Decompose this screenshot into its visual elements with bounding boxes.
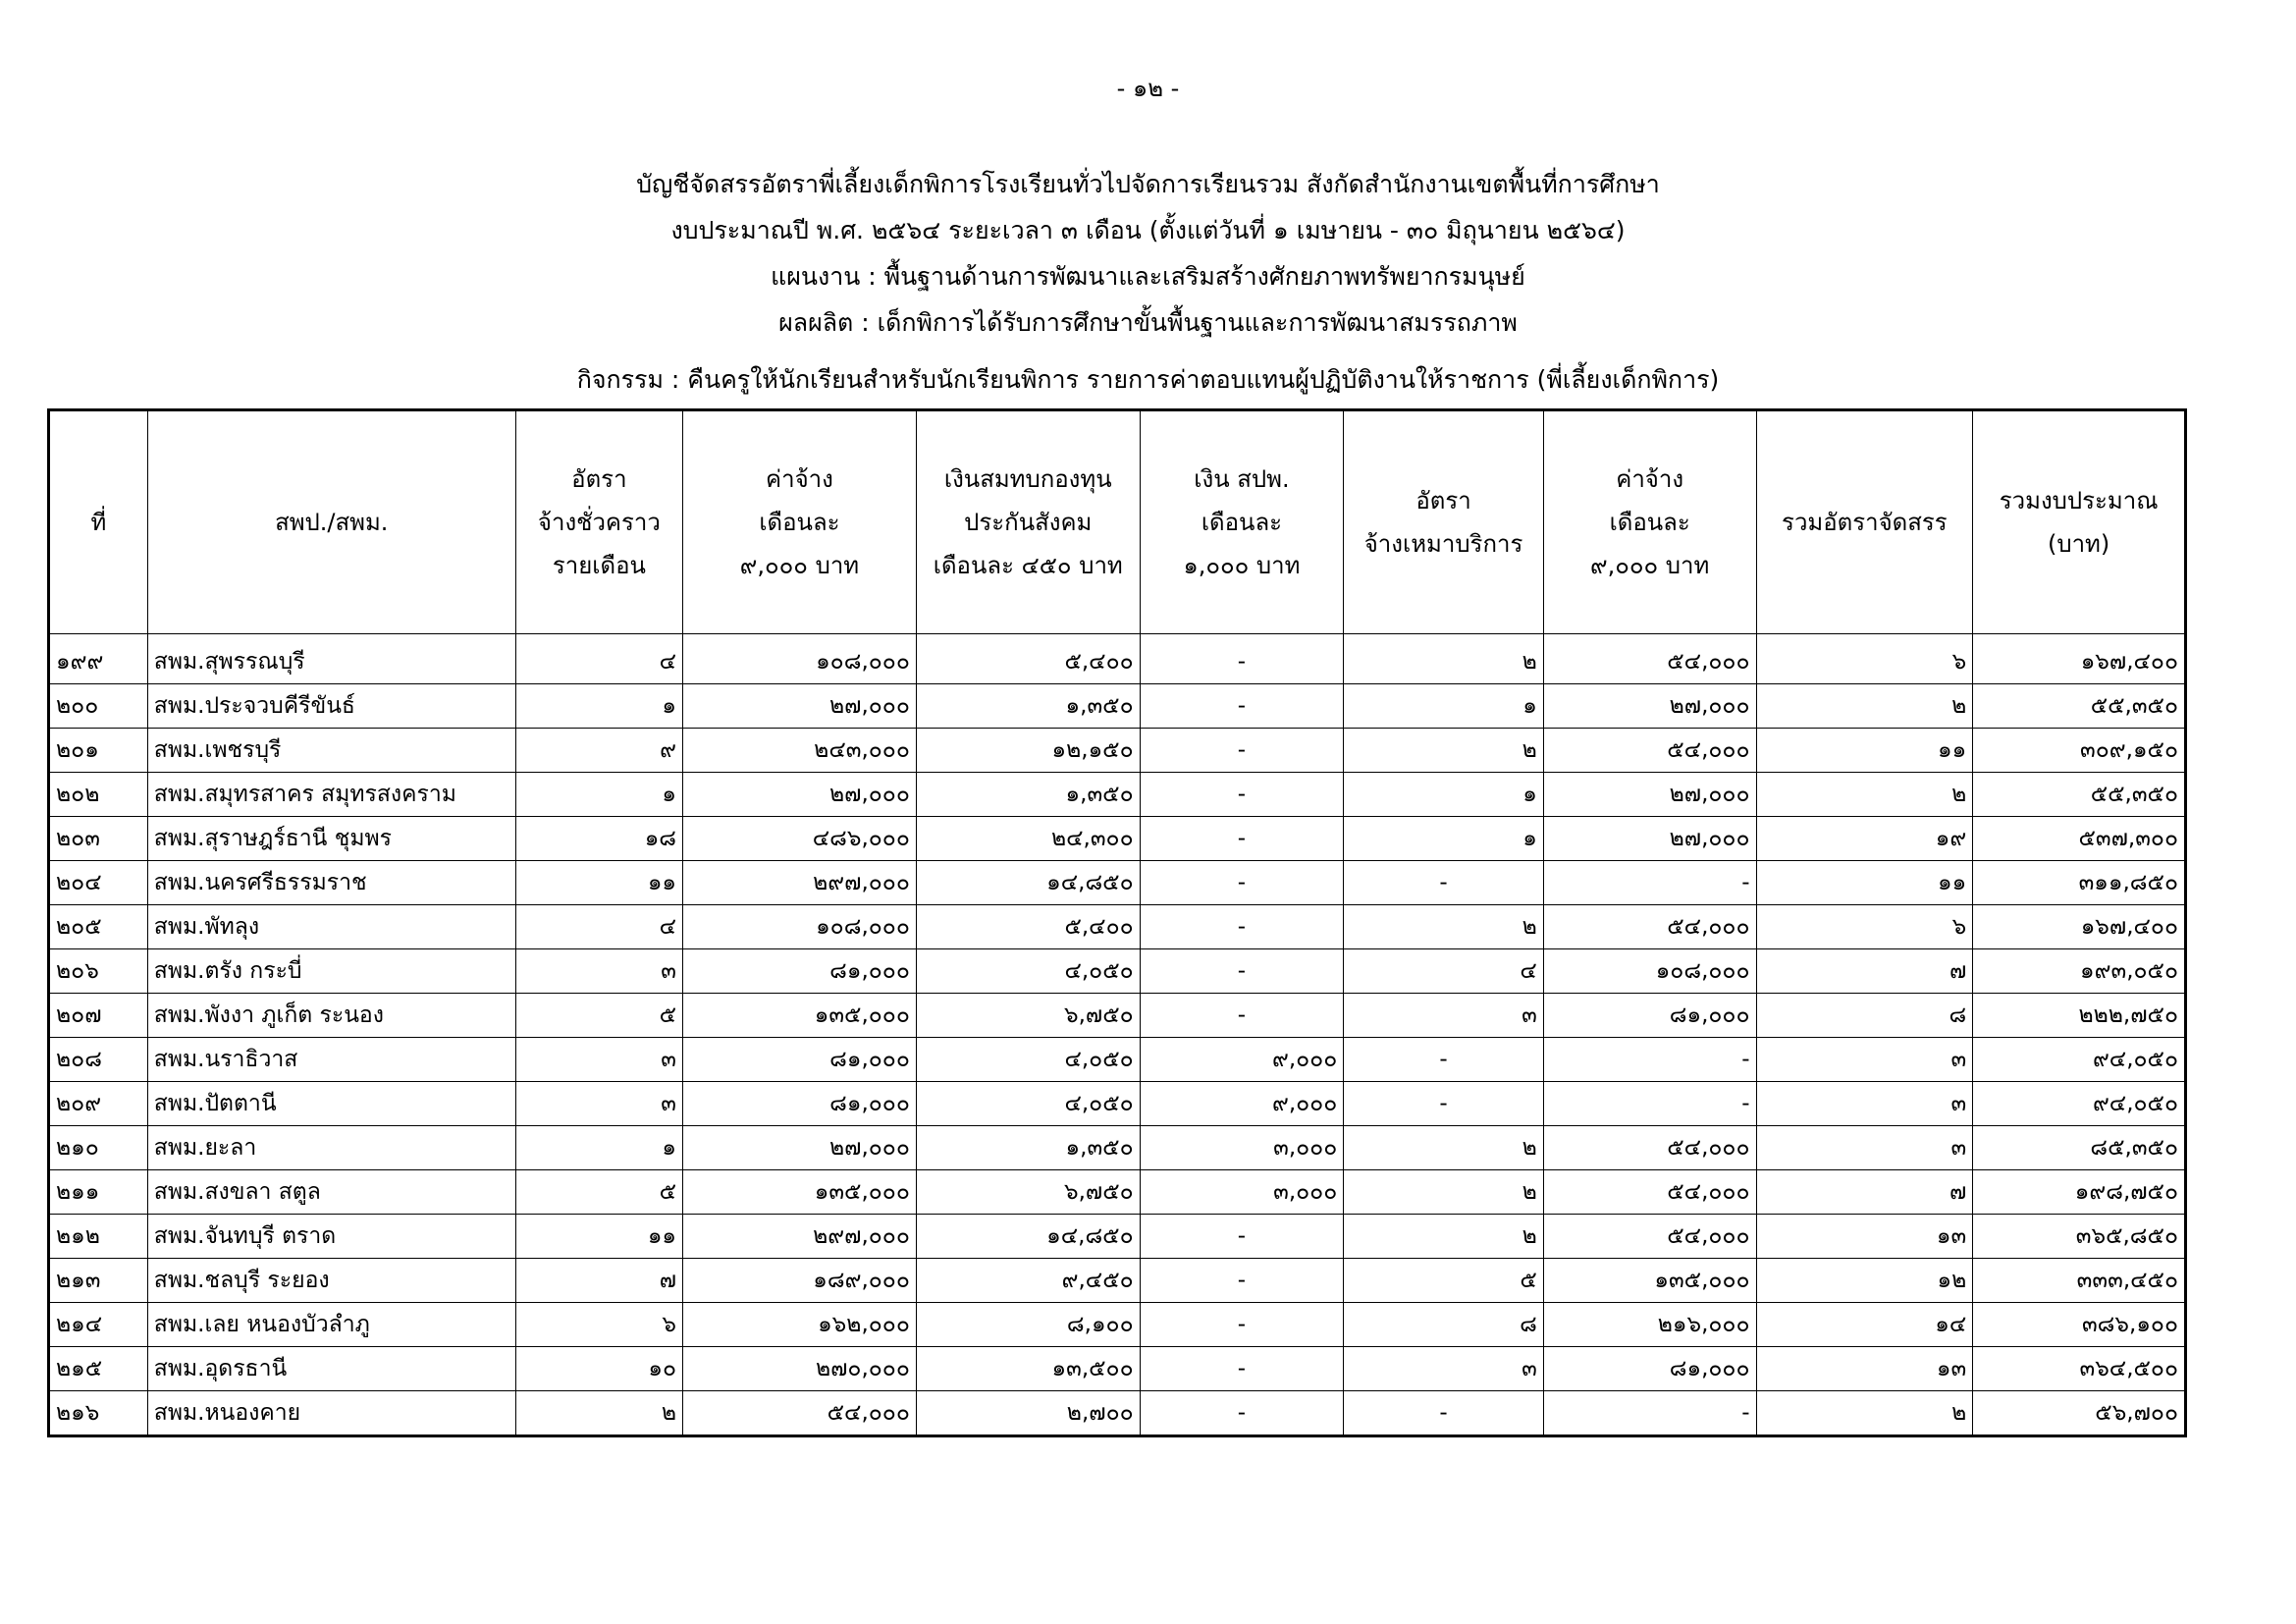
table-row — [49, 634, 2186, 684]
cell-temp-wage: ๑๓๕,๐๐๐ — [683, 1170, 917, 1215]
table-row — [49, 949, 2186, 994]
cell-spp-fund: - — [1140, 949, 1344, 994]
document-title: บัญชีจัดสรรอัตราพี่เลี้ยงเด็กพิการโรงเรียนทั่วไปจัดการเรียนรวม สังกัดสำนักงานเขตพื้นที่การศึกษา — [636, 170, 1660, 198]
cell-social-security: ๘,๑๐๐ — [916, 1303, 1140, 1347]
cell-contract-rate: ๑ — [1344, 773, 1544, 817]
cell-temp-rate: ๕ — [515, 1170, 682, 1215]
table-row — [49, 1126, 2186, 1170]
cell-temp-rate: ๑๘ — [515, 817, 682, 861]
cell-total-budget: ๓๐๙,๑๕๐ — [1973, 729, 2186, 773]
cell-no: ๒๑๑ — [49, 1170, 148, 1215]
cell-social-security: ๑๓,๕๐๐ — [916, 1347, 1140, 1391]
cell-total-budget: ๓๖๔,๕๐๐ — [1973, 1347, 2186, 1391]
cell-spp-fund: - — [1140, 994, 1344, 1038]
cell-social-security: ๒,๗๐๐ — [916, 1391, 1140, 1436]
col-header-spp-fund: เงิน สปพ. เดือนละ ๑,๐๐๐ บาท — [1140, 410, 1344, 634]
cell-contract-rate: - — [1344, 1391, 1544, 1436]
table-row — [49, 1391, 2186, 1436]
cell-contract-rate: ๒ — [1344, 1126, 1544, 1170]
cell-temp-rate: ๗ — [515, 1259, 682, 1303]
cell-total-budget: ๓๘๖,๑๐๐ — [1973, 1303, 2186, 1347]
cell-contract-rate: - — [1344, 861, 1544, 905]
plan-line: แผนงาน : พื้นฐานด้านการพัฒนาและเสริมสร้างศักยภาพทรัพยากรมนุษย์ — [771, 262, 1525, 291]
cell-total-budget: ๘๕,๓๕๐ — [1973, 1126, 2186, 1170]
cell-social-security: ๑,๓๕๐ — [916, 773, 1140, 817]
cell-no: ๒๐๑ — [49, 729, 148, 773]
col-header-temp-wage: ค่าจ้าง เดือนละ ๙,๐๐๐ บาท — [683, 410, 917, 634]
cell-no: ๒๑๖ — [49, 1391, 148, 1436]
cell-contract-wage: ๒๑๖,๐๐๐ — [1543, 1303, 1756, 1347]
cell-no: ๒๑๓ — [49, 1259, 148, 1303]
cell-office: สพม.จันทบุรี ตราด — [147, 1215, 515, 1259]
table-row — [49, 1082, 2186, 1126]
cell-total-rate: ๑๑ — [1756, 861, 1973, 905]
output-line: ผลผลิต : เด็กพิการได้รับการศึกษาขั้นพื้นฐานและการพัฒนาสมรรถภาพ — [778, 308, 1518, 337]
cell-office: สพม.หนองคาย — [147, 1391, 515, 1436]
col-header-office: สพป./สพม. — [147, 410, 515, 634]
cell-office: สพม.พังงา ภูเก็ต ระนอง — [147, 994, 515, 1038]
cell-social-security: ๖,๗๕๐ — [916, 994, 1140, 1038]
cell-total-rate: ๓ — [1756, 1038, 1973, 1082]
cell-temp-wage: ๒๗๐,๐๐๐ — [683, 1347, 917, 1391]
cell-total-rate: ๖ — [1756, 905, 1973, 949]
cell-no: ๒๐๓ — [49, 817, 148, 861]
cell-contract-wage: ๑๐๘,๐๐๐ — [1543, 949, 1756, 994]
col-header-social-security: เงินสมทบกองทุน ประกันสังคม เดือนละ ๔๕๐ บาท — [916, 410, 1140, 634]
cell-temp-wage: ๔๘๖,๐๐๐ — [683, 817, 917, 861]
cell-no: ๒๑๕ — [49, 1347, 148, 1391]
cell-office: สพม.ตรัง กระบี่ — [147, 949, 515, 994]
cell-spp-fund: - — [1140, 684, 1344, 729]
table-row — [49, 1170, 2186, 1215]
cell-temp-wage: ๒๗,๐๐๐ — [683, 684, 917, 729]
cell-office: สพม.ปัตตานี — [147, 1082, 515, 1126]
cell-temp-wage: ๒๗,๐๐๐ — [683, 773, 917, 817]
cell-total-rate: ๒ — [1756, 1391, 1973, 1436]
table-row — [49, 729, 2186, 773]
cell-social-security: ๑๔,๘๕๐ — [916, 1215, 1140, 1259]
table-row — [49, 1347, 2186, 1391]
cell-office: สพม.ยะลา — [147, 1126, 515, 1170]
cell-spp-fund: - — [1140, 1391, 1344, 1436]
cell-total-rate: ๗ — [1756, 1170, 1973, 1215]
table-row — [49, 861, 2186, 905]
cell-temp-wage: ๕๔,๐๐๐ — [683, 1391, 917, 1436]
cell-contract-rate: ๑ — [1344, 684, 1544, 729]
cell-contract-rate: ๓ — [1344, 1347, 1544, 1391]
cell-contract-wage: ๘๑,๐๐๐ — [1543, 994, 1756, 1038]
cell-contract-wage: ๘๑,๐๐๐ — [1543, 1347, 1756, 1391]
cell-social-security: ๑,๓๕๐ — [916, 684, 1140, 729]
cell-temp-wage: ๘๑,๐๐๐ — [683, 1082, 917, 1126]
cell-temp-wage: ๒๙๗,๐๐๐ — [683, 1215, 917, 1259]
cell-office: สพม.อุดรธานี — [147, 1347, 515, 1391]
cell-no: ๒๐๐ — [49, 684, 148, 729]
cell-temp-rate: ๕ — [515, 994, 682, 1038]
cell-contract-wage: - — [1543, 861, 1756, 905]
cell-contract-wage: ๕๔,๐๐๐ — [1543, 1126, 1756, 1170]
cell-total-budget: ๕๕,๓๕๐ — [1973, 773, 2186, 817]
cell-social-security: ๑๒,๑๕๐ — [916, 729, 1140, 773]
cell-contract-wage: ๕๔,๐๐๐ — [1543, 729, 1756, 773]
cell-contract-rate: ๑ — [1344, 817, 1544, 861]
budget-period: งบประมาณปี พ.ศ. ๒๕๖๔ ระยะเวลา ๓ เดือน (ตั้งแต่วันที่ ๑ เมษายน - ๓๐ มิถุนายน ๒๕๖๔) — [670, 216, 1626, 244]
cell-temp-rate: ๔ — [515, 634, 682, 684]
cell-total-rate: ๑๒ — [1756, 1259, 1973, 1303]
cell-spp-fund: ๓,๐๐๐ — [1140, 1170, 1344, 1215]
cell-total-budget: ๕๓๗,๓๐๐ — [1973, 817, 2186, 861]
cell-total-rate: ๒ — [1756, 684, 1973, 729]
cell-temp-wage: ๒๙๗,๐๐๐ — [683, 861, 917, 905]
cell-contract-rate: ๘ — [1344, 1303, 1544, 1347]
cell-temp-rate: ๓ — [515, 949, 682, 994]
cell-no: ๒๐๗ — [49, 994, 148, 1038]
cell-social-security: ๔,๐๕๐ — [916, 1038, 1140, 1082]
cell-total-rate: ๑๓ — [1756, 1347, 1973, 1391]
cell-temp-wage: ๑๐๘,๐๐๐ — [683, 634, 917, 684]
cell-office: สพม.สุพรรณบุรี — [147, 634, 515, 684]
cell-total-budget: ๒๒๒,๗๕๐ — [1973, 994, 2186, 1038]
cell-temp-rate: ๙ — [515, 729, 682, 773]
cell-social-security: ๑,๓๕๐ — [916, 1126, 1140, 1170]
cell-spp-fund: - — [1140, 1303, 1344, 1347]
cell-no: ๒๑๔ — [49, 1303, 148, 1347]
table-row — [49, 905, 2186, 949]
cell-spp-fund: - — [1140, 729, 1344, 773]
cell-total-rate: ๖ — [1756, 634, 1973, 684]
activity-line: กิจกรรม : คืนครูให้นักเรียนสำหรับนักเรียนพิการ รายการค่าตอบแทนผู้ปฏิบัติงานให้ราชการ (พี่เลี้ยงเด็กพิการ) — [576, 365, 1720, 394]
cell-contract-rate: ๔ — [1344, 949, 1544, 994]
cell-contract-rate: ๒ — [1344, 1170, 1544, 1215]
cell-total-rate: ๓ — [1756, 1126, 1973, 1170]
cell-contract-rate: ๕ — [1344, 1259, 1544, 1303]
cell-temp-rate: ๑ — [515, 1126, 682, 1170]
cell-contract-wage: - — [1543, 1391, 1756, 1436]
cell-contract-rate: ๒ — [1344, 905, 1544, 949]
cell-temp-rate: ๓ — [515, 1082, 682, 1126]
cell-temp-wage: ๑๘๙,๐๐๐ — [683, 1259, 917, 1303]
cell-total-rate: ๗ — [1756, 949, 1973, 994]
cell-office: สพม.สมุทรสาคร สมุทรสงคราม — [147, 773, 515, 817]
cell-contract-rate: ๒ — [1344, 634, 1544, 684]
cell-contract-wage: ๕๔,๐๐๐ — [1543, 1215, 1756, 1259]
cell-office: สพม.สุราษฎร์ธานี ชุมพร — [147, 817, 515, 861]
cell-spp-fund: - — [1140, 1215, 1344, 1259]
cell-social-security: ๔,๐๕๐ — [916, 949, 1140, 994]
cell-social-security: ๖,๗๕๐ — [916, 1170, 1140, 1215]
cell-contract-wage: ๕๔,๐๐๐ — [1543, 634, 1756, 684]
cell-contract-wage: ๒๗,๐๐๐ — [1543, 773, 1756, 817]
table-row — [49, 1038, 2186, 1082]
cell-contract-wage: - — [1543, 1038, 1756, 1082]
cell-contract-wage: ๑๓๕,๐๐๐ — [1543, 1259, 1756, 1303]
cell-total-budget: ๕๖,๗๐๐ — [1973, 1391, 2186, 1436]
col-header-total-budget: รวมงบประมาณ (บาท) — [1973, 410, 2186, 634]
cell-total-rate: ๒ — [1756, 773, 1973, 817]
cell-spp-fund: - — [1140, 1347, 1344, 1391]
cell-no: ๒๐๘ — [49, 1038, 148, 1082]
cell-office: สพม.นราธิวาส — [147, 1038, 515, 1082]
cell-total-rate: ๓ — [1756, 1082, 1973, 1126]
cell-no: ๒๐๔ — [49, 861, 148, 905]
col-header-no: ที่ — [49, 410, 148, 634]
table-row — [49, 684, 2186, 729]
cell-total-budget: ๑๖๗,๔๐๐ — [1973, 634, 2186, 684]
cell-contract-rate: ๒ — [1344, 1215, 1544, 1259]
col-header-contract-wage: ค่าจ้าง เดือนละ ๙,๐๐๐ บาท — [1543, 410, 1756, 634]
cell-total-rate: ๑๙ — [1756, 817, 1973, 861]
cell-total-budget: ๕๕,๓๕๐ — [1973, 684, 2186, 729]
allocation-table — [47, 408, 2187, 1437]
cell-temp-rate: ๓ — [515, 1038, 682, 1082]
cell-social-security: ๕,๔๐๐ — [916, 905, 1140, 949]
cell-spp-fund: - — [1140, 1259, 1344, 1303]
cell-temp-rate: ๑ — [515, 684, 682, 729]
table-row — [49, 1303, 2186, 1347]
cell-spp-fund: ๙,๐๐๐ — [1140, 1082, 1344, 1126]
cell-social-security: ๑๔,๘๕๐ — [916, 861, 1140, 905]
col-header-total-rate: รวมอัตราจัดสรร — [1756, 410, 1973, 634]
cell-spp-fund: - — [1140, 861, 1344, 905]
cell-office: สพม.พัทลุง — [147, 905, 515, 949]
cell-total-rate: ๘ — [1756, 994, 1973, 1038]
cell-temp-wage: ๑๐๘,๐๐๐ — [683, 905, 917, 949]
cell-temp-wage: ๘๑,๐๐๐ — [683, 949, 917, 994]
cell-no: ๒๑๐ — [49, 1126, 148, 1170]
cell-temp-rate: ๑๑ — [515, 1215, 682, 1259]
cell-contract-rate: ๓ — [1344, 994, 1544, 1038]
table-row — [49, 1259, 2186, 1303]
cell-spp-fund: - — [1140, 634, 1344, 684]
cell-contract-rate: ๒ — [1344, 729, 1544, 773]
cell-contract-rate: - — [1344, 1038, 1544, 1082]
cell-contract-wage: ๕๔,๐๐๐ — [1543, 905, 1756, 949]
cell-office: สพม.เลย หนองบัวลำภู — [147, 1303, 515, 1347]
cell-total-rate: ๑๑ — [1756, 729, 1973, 773]
col-header-contract-rate: อัตรา จ้างเหมาบริการ — [1344, 410, 1544, 634]
cell-social-security: ๙,๔๕๐ — [916, 1259, 1140, 1303]
cell-contract-wage: ๒๗,๐๐๐ — [1543, 684, 1756, 729]
cell-total-budget: ๙๔,๐๕๐ — [1973, 1082, 2186, 1126]
table-header-row — [49, 410, 2186, 634]
cell-no: ๒๐๕ — [49, 905, 148, 949]
cell-temp-wage: ๘๑,๐๐๐ — [683, 1038, 917, 1082]
cell-spp-fund: ๙,๐๐๐ — [1140, 1038, 1344, 1082]
table-row — [49, 773, 2186, 817]
cell-temp-wage: ๒๔๓,๐๐๐ — [683, 729, 917, 773]
cell-contract-wage: ๒๗,๐๐๐ — [1543, 817, 1756, 861]
cell-temp-rate: ๖ — [515, 1303, 682, 1347]
cell-office: สพม.ชลบุรี ระยอง — [147, 1259, 515, 1303]
cell-temp-rate: ๔ — [515, 905, 682, 949]
cell-no: ๒๐๒ — [49, 773, 148, 817]
cell-office: สพม.นครศรีธรรมราช — [147, 861, 515, 905]
cell-temp-rate: ๑๑ — [515, 861, 682, 905]
cell-spp-fund: - — [1140, 773, 1344, 817]
cell-social-security: ๕,๔๐๐ — [916, 634, 1140, 684]
cell-total-budget: ๓๓๓,๔๕๐ — [1973, 1259, 2186, 1303]
table-row — [49, 994, 2186, 1038]
table-row — [49, 1215, 2186, 1259]
cell-contract-rate: - — [1344, 1082, 1544, 1126]
cell-temp-rate: ๑ — [515, 773, 682, 817]
cell-social-security: ๒๔,๓๐๐ — [916, 817, 1140, 861]
cell-total-budget: ๙๔,๐๕๐ — [1973, 1038, 2186, 1082]
cell-temp-wage: ๑๓๕,๐๐๐ — [683, 994, 917, 1038]
cell-office: สพม.เพชรบุรี — [147, 729, 515, 773]
table-row — [49, 817, 2186, 861]
cell-contract-wage: - — [1543, 1082, 1756, 1126]
cell-no: ๒๐๖ — [49, 949, 148, 994]
cell-spp-fund: - — [1140, 905, 1344, 949]
cell-office: สพม.สงขลา สตูล — [147, 1170, 515, 1215]
cell-temp-rate: ๒ — [515, 1391, 682, 1436]
cell-total-budget: ๓๖๕,๘๕๐ — [1973, 1215, 2186, 1259]
cell-contract-wage: ๕๔,๐๐๐ — [1543, 1170, 1756, 1215]
cell-spp-fund: ๓,๐๐๐ — [1140, 1126, 1344, 1170]
cell-temp-rate: ๑๐ — [515, 1347, 682, 1391]
page-number: - ๑๒ - — [1116, 75, 1180, 102]
cell-total-budget: ๓๑๑,๘๕๐ — [1973, 861, 2186, 905]
cell-spp-fund: - — [1140, 817, 1344, 861]
cell-total-rate: ๑๔ — [1756, 1303, 1973, 1347]
cell-no: ๒๐๙ — [49, 1082, 148, 1126]
cell-office: สพม.ประจวบคีรีขันธ์ — [147, 684, 515, 729]
cell-total-rate: ๑๓ — [1756, 1215, 1973, 1259]
col-header-temp-rate: อัตรา จ้างชั่วคราว รายเดือน — [515, 410, 682, 634]
cell-social-security: ๔,๐๕๐ — [916, 1082, 1140, 1126]
cell-total-budget: ๑๙๘,๗๕๐ — [1973, 1170, 2186, 1215]
cell-temp-wage: ๑๖๒,๐๐๐ — [683, 1303, 917, 1347]
cell-no: ๒๑๒ — [49, 1215, 148, 1259]
cell-total-budget: ๑๙๓,๐๕๐ — [1973, 949, 2186, 994]
cell-temp-wage: ๒๗,๐๐๐ — [683, 1126, 917, 1170]
cell-total-budget: ๑๖๗,๔๐๐ — [1973, 905, 2186, 949]
cell-no: ๑๙๙ — [49, 634, 148, 684]
